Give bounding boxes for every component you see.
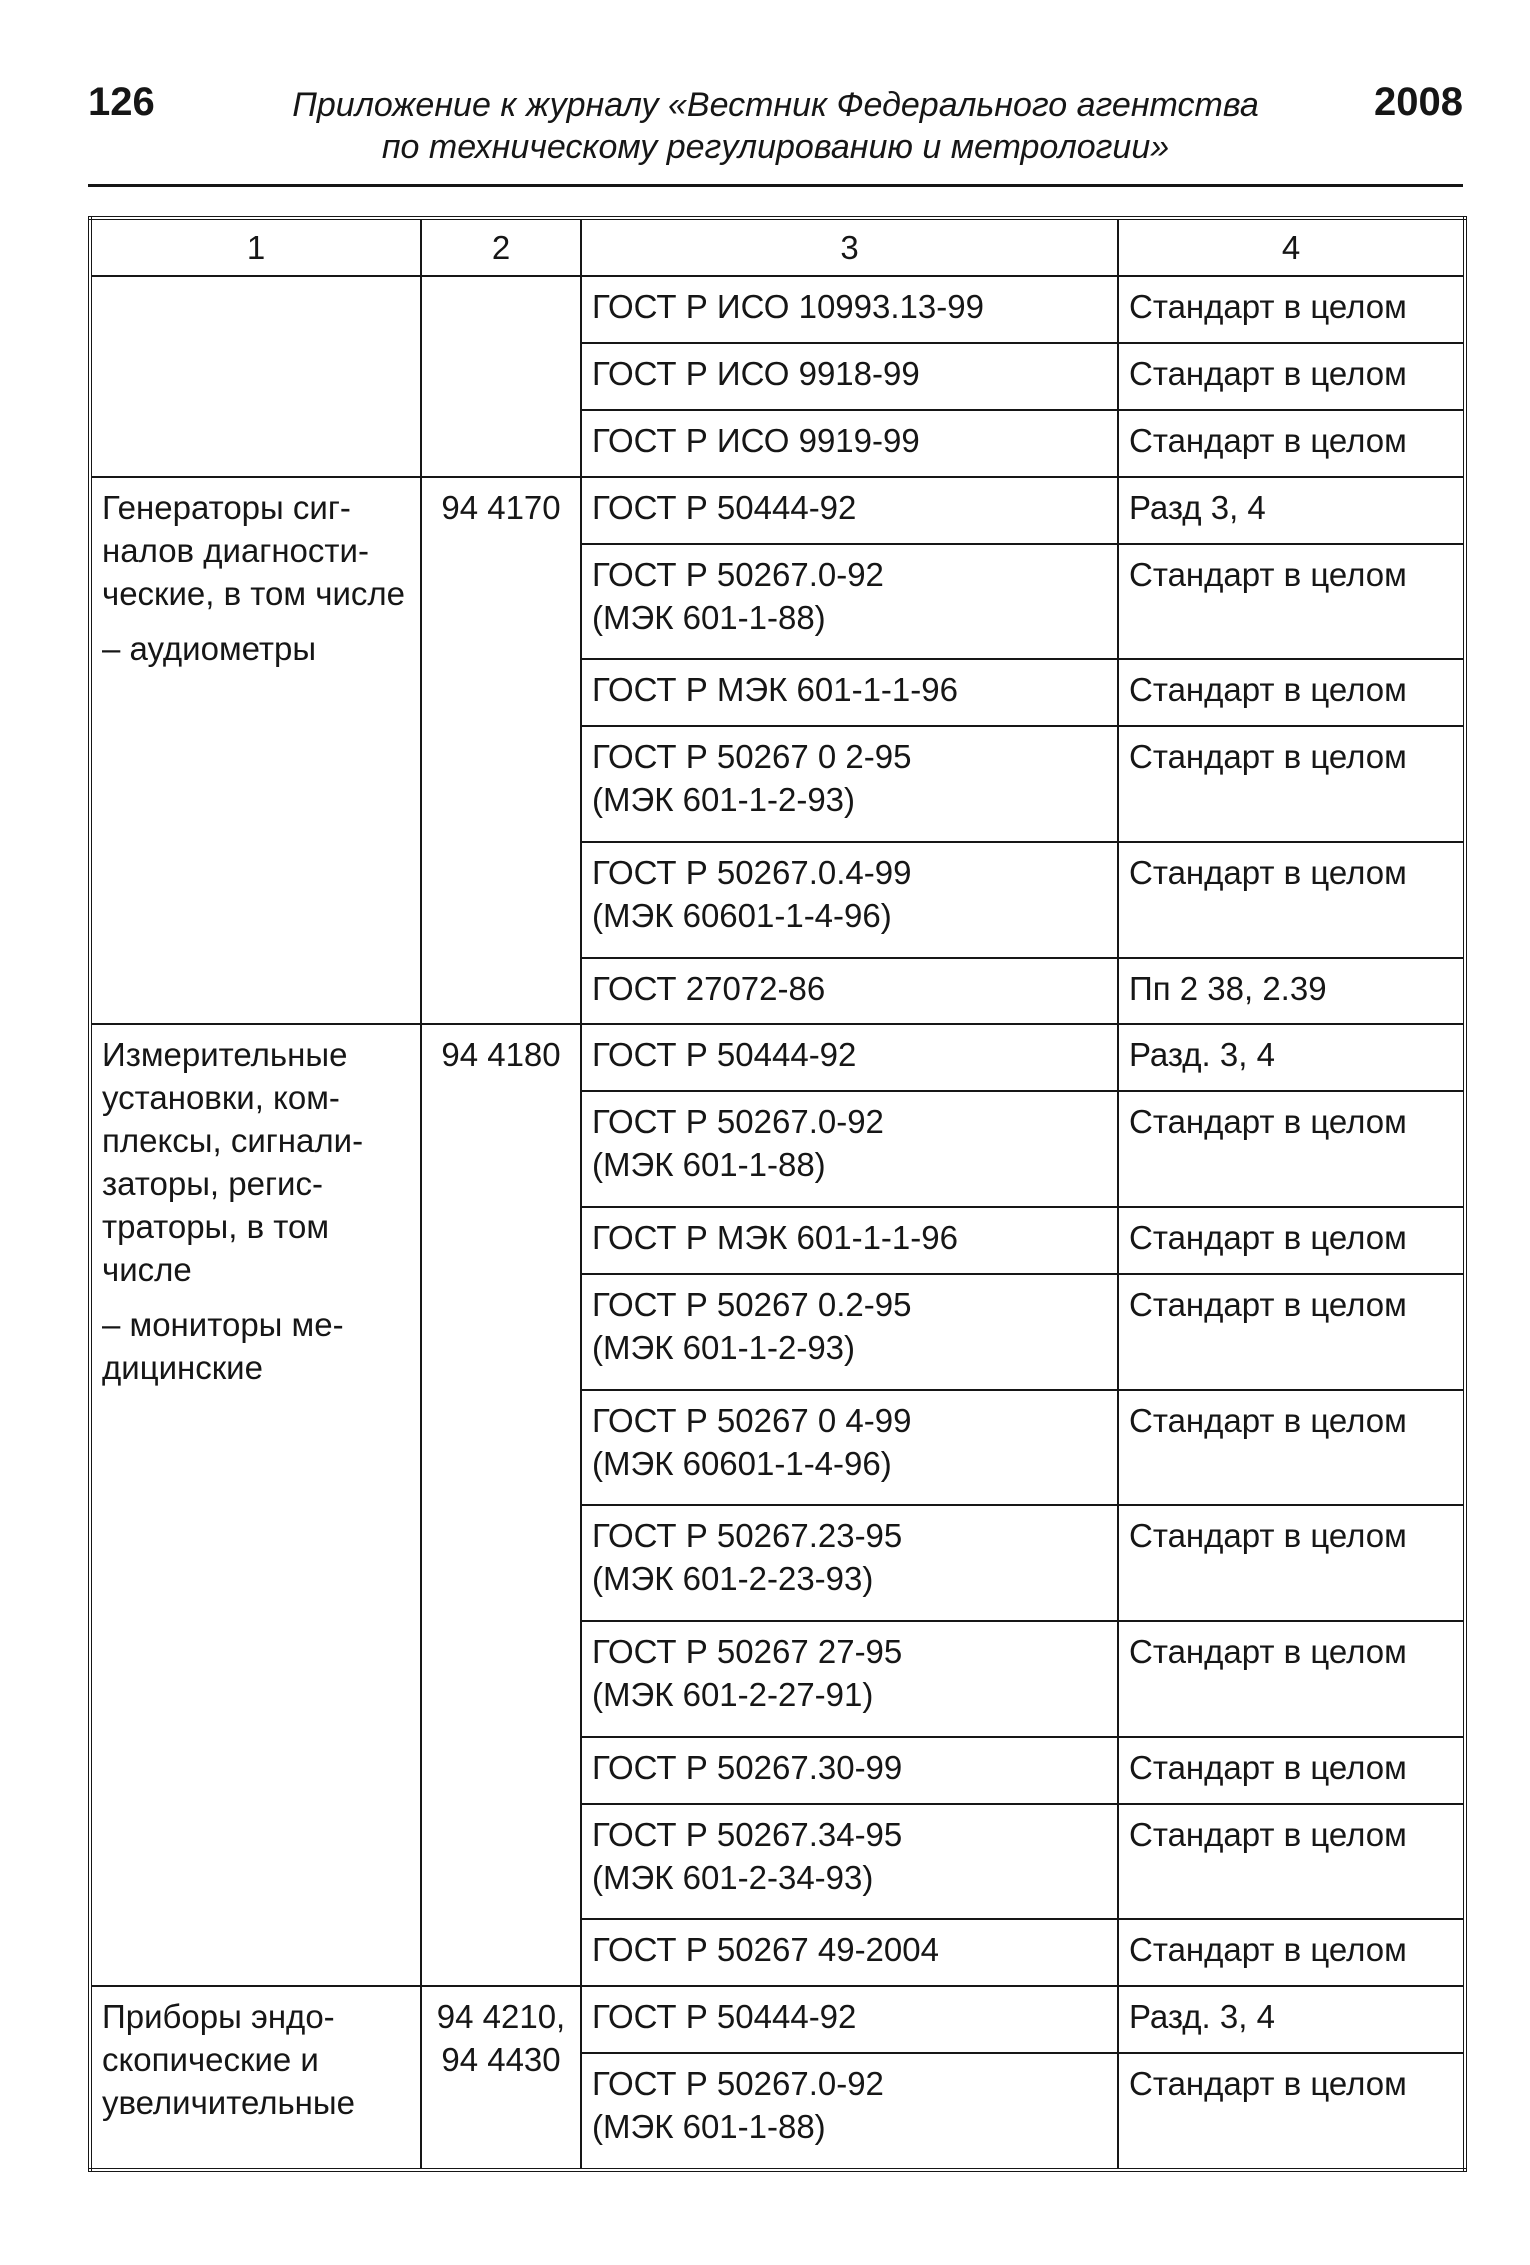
column-header: 3 — [581, 218, 1118, 276]
scope-text: Стандарт в целом — [1129, 288, 1407, 325]
standard-designation: ГОСТ Р 50267.0-92 — [592, 2065, 884, 2103]
product-name: Измерительные установки, ком-плексы, сигнали-заторы, регис-траторы, в том числе — [102, 1036, 364, 1289]
standard-designation: (МЭК 601-1-88) — [592, 598, 826, 636]
scope-text: Стандарт в целом — [1129, 2065, 1407, 2103]
product-code: 94 4180 — [441, 1036, 561, 1074]
product-name: – аудиометры — [102, 629, 317, 667]
table-row — [90, 477, 1465, 544]
product-code: 94 4170 — [441, 488, 561, 526]
scope-text: Стандарт в целом — [1129, 1103, 1407, 1141]
page-header — [88, 72, 1463, 190]
scope-cell — [1118, 1207, 1465, 1274]
table-row — [90, 1024, 1465, 1091]
standard-designation: (МЭК 601-1-88) — [592, 1146, 826, 1184]
standard-cell — [581, 1390, 1118, 1506]
standard-designation: ГОСТ Р 50267 49-2004 — [592, 1931, 939, 1969]
standard-designation: (МЭК 60601-1-4-96) — [592, 1444, 892, 1482]
standard-cell — [581, 726, 1118, 842]
standard-cell — [581, 1986, 1118, 2053]
product-name: – мониторы ме-дицинские — [102, 1306, 344, 1387]
scope-text: Стандарт в целом — [1129, 354, 1407, 392]
scope-text: Стандарт в целом — [1129, 1748, 1407, 1786]
standard-designation: ГОСТ Р 50267.23-95 — [592, 1517, 903, 1555]
product-group-cell — [90, 276, 421, 477]
standard-cell — [581, 1024, 1118, 1091]
scope-cell — [1118, 1919, 1465, 1986]
scope-cell — [1118, 544, 1465, 660]
header-rule — [88, 184, 1463, 187]
standard-designation: (МЭК 601-2-23-93) — [592, 1560, 874, 1598]
product-name: Генераторы сиг-налов диагности-ческие, в том числе — [102, 488, 405, 612]
page-number: 126 — [88, 80, 155, 124]
standard-designation: ГОСТ Р 50267.0.4-99 — [592, 853, 912, 891]
scope-text: Разд. 3, 4 — [1129, 1036, 1275, 1074]
standard-designation: ГОСТ Р 50267 27-95 — [592, 1632, 903, 1670]
standard-cell — [581, 1274, 1118, 1390]
scope-cell — [1118, 1737, 1465, 1804]
scope-cell — [1118, 1621, 1465, 1737]
standard-designation: ГОСТ Р 50267.34-95 — [592, 1815, 903, 1853]
scope-text: Стандарт в целом — [1129, 1285, 1407, 1323]
product-code-cell — [421, 276, 581, 477]
journal-title — [88, 84, 1463, 168]
standard-cell — [581, 276, 1118, 343]
product-code: 94 4430 — [441, 2041, 561, 2079]
standard-cell — [581, 1804, 1118, 1920]
standard-designation: (МЭК 601-1-2-93) — [592, 1328, 856, 1366]
scope-cell — [1118, 726, 1465, 842]
standard-designation: ГОСТ Р 50267.0-92 — [592, 555, 884, 593]
standard-designation: ГОСТ Р 50444-92 — [592, 488, 857, 526]
product-code-cell — [421, 1986, 581, 2170]
standard-cell — [581, 2053, 1118, 2170]
column-header: 2 — [421, 218, 581, 276]
product-name: Приборы эндо-скопические и увеличительные — [102, 1998, 355, 2122]
standard-designation: (МЭК 60601-1-4-96) — [592, 896, 892, 934]
standard-designation: ГОСТ Р 50267 0.2-95 — [592, 1285, 912, 1323]
standard-designation: ГОСТ Р 50267.30-99 — [592, 1748, 903, 1786]
standard-cell — [581, 1919, 1118, 1986]
standard-cell — [581, 958, 1118, 1025]
scope-cell — [1118, 410, 1465, 477]
scope-text: Стандарт в целом — [1129, 421, 1407, 459]
scope-cell — [1118, 1024, 1465, 1091]
standard-designation: (МЭК 601-1-88) — [592, 2108, 826, 2146]
journal-title-line-1: Приложение к журналу «Вестник Федерального агентства — [292, 86, 1259, 124]
product-code: 94 4210, — [436, 1998, 566, 2036]
scope-cell — [1118, 1804, 1465, 1920]
table-header-row — [90, 218, 1465, 276]
scope-text: Стандарт в целом — [1129, 1401, 1407, 1439]
standard-designation: ГОСТ Р 50444-92 — [592, 1036, 857, 1074]
scope-text: Стандарт в целом — [1129, 555, 1407, 593]
standard-designation: ГОСТ Р ИСО 10993.13-99 — [592, 288, 984, 325]
product-group-cell — [90, 1024, 421, 1986]
scope-cell — [1118, 1091, 1465, 1207]
scope-cell — [1118, 343, 1465, 410]
standard-cell — [581, 1207, 1118, 1274]
table-row — [90, 276, 1465, 343]
standard-designation: ГОСТ 27072-86 — [592, 969, 826, 1007]
standard-designation: ГОСТ Р 50267 0 2-95 — [592, 738, 912, 776]
standards-table — [88, 216, 1467, 2172]
column-header: 1 — [90, 218, 421, 276]
standards-table-container — [88, 216, 1463, 2172]
journal-title-line-2: по техническому регулированию и метрологии» — [381, 128, 1170, 166]
scope-cell — [1118, 842, 1465, 958]
standard-cell — [581, 1621, 1118, 1737]
scope-cell — [1118, 1986, 1465, 2053]
scope-cell — [1118, 477, 1465, 544]
scope-text: Стандарт в целом — [1129, 1632, 1407, 1670]
product-group-cell — [90, 1986, 421, 2170]
table-body — [90, 276, 1465, 2170]
standard-designation: ГОСТ Р ИСО 9919-99 — [592, 421, 920, 459]
scope-cell — [1118, 1505, 1465, 1621]
standard-designation: ГОСТ Р 50444-92 — [592, 1998, 857, 2036]
standard-cell — [581, 659, 1118, 726]
scope-cell — [1118, 276, 1465, 343]
standard-cell — [581, 343, 1118, 410]
standard-designation: ГОСТ Р МЭК 601-1-1-96 — [592, 1219, 958, 1257]
standard-cell — [581, 1505, 1118, 1621]
scope-text: Стандарт в целом — [1129, 1931, 1407, 1969]
scope-text: Пп 2 38, 2.39 — [1129, 969, 1327, 1007]
standard-designation: (МЭК 601-1-2-93) — [592, 781, 856, 819]
standard-designation: ГОСТ Р 50267.0-92 — [592, 1103, 884, 1141]
standard-designation: ГОСТ Р МЭК 601-1-1-96 — [592, 671, 958, 709]
product-code-cell — [421, 1024, 581, 1986]
scope-text: Стандарт в целом — [1129, 1219, 1407, 1257]
standard-cell — [581, 1091, 1118, 1207]
scope-cell — [1118, 2053, 1465, 2170]
scope-cell — [1118, 1390, 1465, 1506]
standard-designation: ГОСТ Р ИСО 9918-99 — [592, 354, 920, 392]
standard-cell — [581, 544, 1118, 660]
scope-cell — [1118, 1274, 1465, 1390]
standard-cell — [581, 410, 1118, 477]
standard-cell — [581, 1737, 1118, 1804]
table-row — [90, 1986, 1465, 2053]
standard-designation: (МЭК 601-2-34-93) — [592, 1858, 874, 1896]
scope-text: Стандарт в целом — [1129, 1815, 1407, 1853]
product-group-cell — [90, 477, 421, 1025]
scope-text: Разд. 3, 4 — [1129, 1998, 1275, 2036]
column-header: 4 — [1118, 218, 1465, 276]
scope-text: Разд 3, 4 — [1129, 488, 1266, 526]
standard-designation: (МЭК 601-2-27-91) — [592, 1675, 874, 1713]
product-code-cell — [421, 477, 581, 1025]
scope-text: Стандарт в целом — [1129, 671, 1407, 709]
standard-cell — [581, 842, 1118, 958]
journal-year: 2008 — [1374, 80, 1463, 124]
scope-cell — [1118, 958, 1465, 1025]
scope-text: Стандарт в целом — [1129, 738, 1407, 776]
scope-cell — [1118, 659, 1465, 726]
standard-designation: ГОСТ Р 50267 0 4-99 — [592, 1401, 912, 1439]
scope-text: Стандарт в целом — [1129, 1517, 1407, 1555]
standard-cell — [581, 477, 1118, 544]
scope-text: Стандарт в целом — [1129, 853, 1407, 891]
